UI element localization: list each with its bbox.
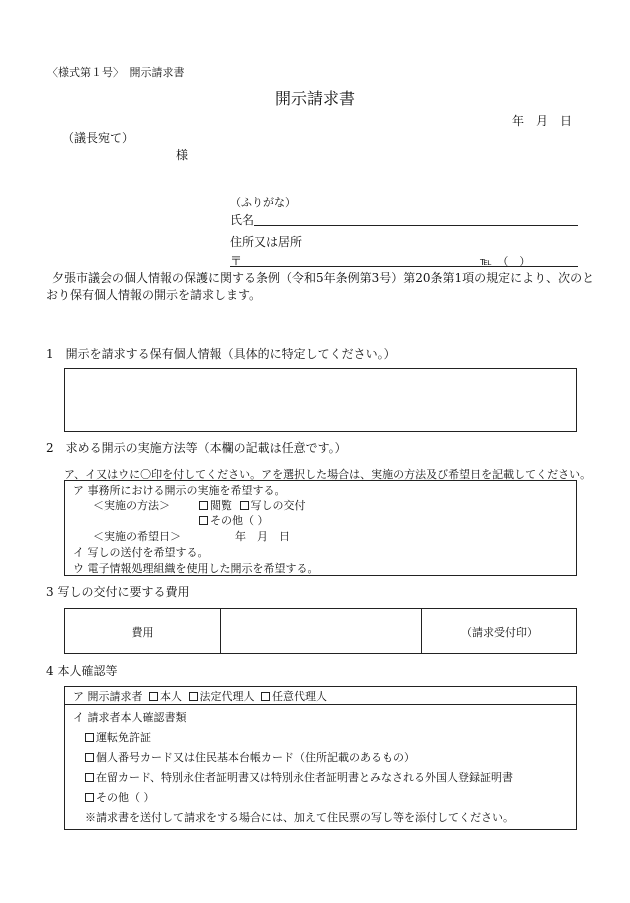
section2-heading: 2 求める開示の実施方法等（本欄の記載は任意です。） — [46, 441, 347, 455]
id-item-label: 在留カード、特別永住者証明書又は特別永住者証明書とみなされる外国人登録証明書 — [96, 771, 514, 784]
fee-label: 費用 — [131, 626, 154, 639]
id-item — [85, 729, 151, 745]
disclosure-method-box — [64, 480, 577, 576]
intro-line-2: おり保有個人情報の開示を請求します。 — [46, 288, 262, 302]
identity-divider — [65, 704, 576, 705]
option-b[interactable]: イ 写しの送付を希望する。 — [73, 546, 209, 559]
section4-heading: 4 本人確認等 — [46, 664, 118, 678]
requester-type-row — [73, 688, 327, 704]
identity-box — [64, 686, 577, 830]
other-checkbox[interactable] — [199, 516, 208, 525]
voluntary-agent-checkbox[interactable] — [261, 692, 270, 701]
desired-date[interactable]: 年 月 日 — [235, 530, 290, 543]
self-label: 本人 — [160, 690, 182, 703]
view-checkbox[interactable] — [199, 501, 208, 510]
self-checkbox[interactable] — [149, 692, 158, 701]
section1-heading: 1 開示を請求する保有個人情報（具体的に特定してください。） — [46, 347, 396, 361]
legal-agent-label: 法定代理人 — [199, 690, 255, 703]
method-label: ＜実施の方法＞ — [93, 499, 170, 512]
option-a[interactable]: ア 事務所における開示の実施を希望する。 — [73, 484, 286, 497]
fee-amount-field[interactable] — [221, 609, 421, 653]
id-checkbox[interactable] — [85, 773, 94, 782]
name-field[interactable] — [254, 225, 578, 226]
page-title: 開示請求書 — [274, 89, 355, 108]
info-request-field[interactable] — [64, 368, 577, 432]
id-checkbox[interactable] — [85, 733, 94, 742]
stamp-label: （請求受付印） — [461, 626, 538, 639]
name-label: 氏名 — [230, 213, 255, 227]
id-item — [85, 769, 513, 785]
copy-checkbox[interactable] — [240, 501, 249, 510]
address-field[interactable] — [230, 266, 578, 267]
id-item-label: 個人番号カード又は住民基本台帳カード（住所記載のあるもの） — [96, 751, 415, 764]
id-item — [85, 749, 415, 765]
copy-label: 写しの交付 — [250, 499, 306, 512]
requester-type-label: ア 開示請求者 — [73, 690, 143, 703]
form-number-label: 〈様式第１号〉 開示請求書 — [47, 66, 185, 79]
method-other — [199, 512, 269, 528]
view-label: 閲覧 — [210, 499, 232, 512]
method-options — [199, 497, 306, 513]
option-c[interactable]: ウ 電子情報処理組織を使用した開示を希望する。 — [73, 562, 319, 575]
furigana-label: （ふりがな） — [230, 196, 296, 209]
fee-table — [64, 608, 577, 654]
id-checkbox[interactable] — [85, 753, 94, 762]
id-item — [85, 789, 155, 805]
date-label: ＜実施の希望日＞ — [93, 530, 181, 543]
other-label: その他（ ） — [210, 514, 269, 527]
address-label: 住所又は居所 — [230, 235, 303, 249]
postal-mark: 〒 — [230, 254, 243, 268]
tel-label: ℡ （ ） — [480, 255, 531, 268]
section3-heading: 3 写しの交付に要する費用 — [46, 585, 190, 599]
section2-instruction: ア、イ又はウに〇印を付してください。アを選択した場合は、実施の方法及び希望日を記載してください。 — [64, 468, 592, 481]
addressee: （議長宛て） — [62, 131, 135, 145]
intro-line-1: 夕張市議会の個人情報の保護に関する条例（令和5年条例第3号）第20条第1項の規定により、次のと — [52, 271, 595, 285]
id-item-label: 運転免許証 — [96, 731, 151, 744]
mail-note: ※請求書を送付して請求をする場合には、加えて住民票の写し等を添付してください。 — [85, 811, 514, 824]
honorific: 様 — [176, 148, 189, 162]
date-line: 年 月 日 — [512, 114, 573, 128]
legal-agent-checkbox[interactable] — [189, 692, 198, 701]
id-item-label: その他（ ） — [96, 791, 155, 804]
id-heading: イ 請求者本人確認書類 — [73, 711, 187, 724]
voluntary-agent-label: 任意代理人 — [272, 690, 327, 703]
id-checkbox[interactable] — [85, 793, 94, 802]
